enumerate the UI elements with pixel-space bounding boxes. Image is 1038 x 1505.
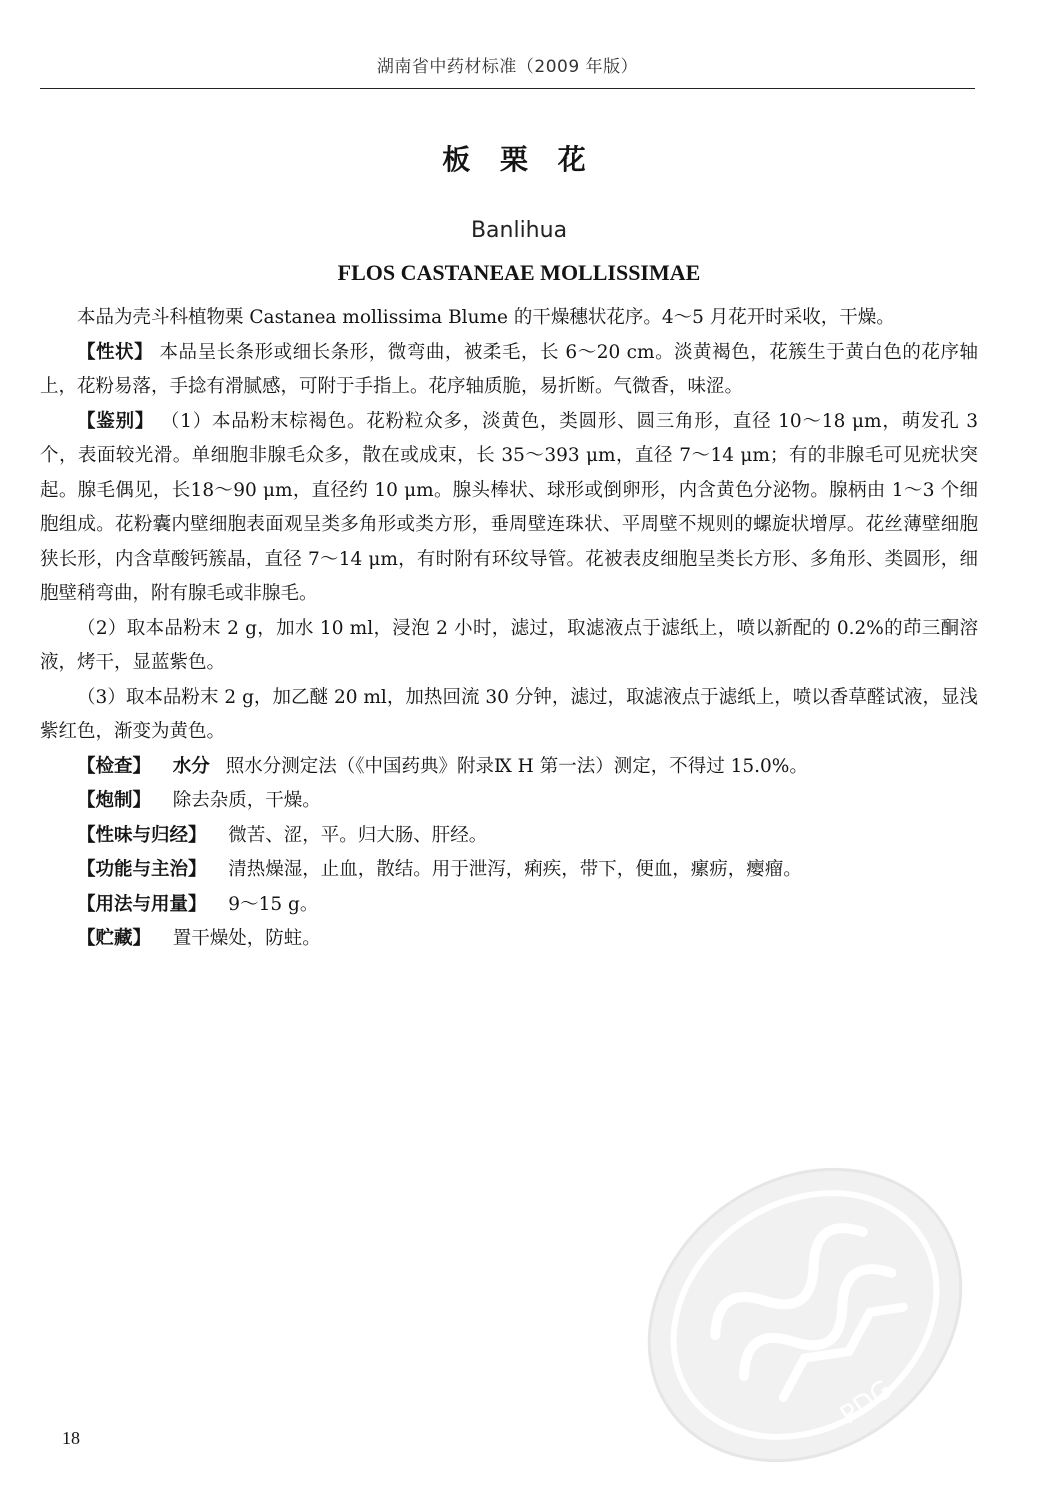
dosage-paragraph xyxy=(40,888,978,923)
storage-text: 置干燥处，防蛀。 xyxy=(172,928,321,949)
function-paragraph xyxy=(40,853,978,888)
dosage-text: 9～15 g。 xyxy=(228,893,319,915)
storage-heading: 【贮藏】 xyxy=(77,928,152,949)
inspection-subheading: 水分 xyxy=(172,755,210,777)
latin-name: FLOS CASTANEAE MOLLISSIMAE xyxy=(337,260,701,285)
inspection-paragraph xyxy=(40,750,978,785)
inspection-heading: 【检查】 xyxy=(77,755,152,777)
page-number: 18 xyxy=(62,1428,80,1448)
function-heading: 【功能与主治】 xyxy=(77,859,207,880)
intro-paragraph: 本品为壳斗科植物栗 Castanea mollissima Blume 的干燥穗状花序。4～5 月花开时采收，干燥。 xyxy=(77,307,895,328)
nature-heading: 【性味与归经】 xyxy=(77,824,207,846)
inspection-text: 照水分测定法（《中国药典》附录Ⅸ H 第一法）测定，不得过 15.0%。 xyxy=(225,755,808,777)
watermark-seal-icon xyxy=(620,1130,990,1500)
function-text: 清热燥湿，止血，散结。用于泄泻，痢疾，带下，便血，瘰疬，瘿瘤。 xyxy=(228,859,802,880)
processing-paragraph xyxy=(40,784,978,819)
identification-heading: 【鉴别】 xyxy=(77,410,155,432)
storage-paragraph xyxy=(40,922,978,957)
characters-text: 本品呈长条形或细长条形，微弯曲，被柔毛，长 6～20 cm。淡黄褐色，花簇生于黄白色的花序轴上，花粉易落，手捻有滑腻感，可附于手指上。花序轴质脆，易折断。气微香，味涩。 xyxy=(40,341,978,397)
nature-text: 微苦、涩，平。归大肠、肝经。 xyxy=(228,824,488,846)
identification-paragraph-2: （2）取本品粉末 2 g，加水 10 ml，浸泡 2 小时，滤过，取滤液点于滤纸上，喷以新配的 0.2%的茚三酮溶液，烤干，显蓝紫色。 xyxy=(40,617,978,673)
watermark-text: PDG xyxy=(834,1374,898,1431)
pinyin-name: Banlihua xyxy=(470,218,568,243)
identification-paragraph xyxy=(40,405,978,612)
page-title: 板 栗 花 xyxy=(442,143,596,176)
identification-text-1: （1）本品粉末棕褐色。花粉粒众多，淡黄色，类圆形、圆三角形，直径 10～18 μm，萌发孔 3 个，表面较光滑。单细胞非腺毛众多，散在或成束，长 35～393 μm，直径 7～14 μm；有的非腺毛可见疣状突起。腺毛偶见，长18～90 μm，直径约 10 μm。腺头棒状、球形或倒卵形，内含黄色分泌物。腺柄由 1～3 个细胞组成。花粉囊内壁细胞表面观呈类多角形或类方形，垂周壁连珠状、平周壁不规则的螺旋状增厚。花丝薄壁细胞狭长形，内含草酸钙簇晶，直径 7～14 μm，有时附有环纹导管。花被表皮细胞呈类长方形、多角形、类圆形，细胞壁稍弯曲，附有腺毛或非腺毛。 xyxy=(40,410,978,604)
nature-paragraph xyxy=(40,819,978,854)
processing-text: 除去杂质，干燥。 xyxy=(172,790,321,811)
monograph-body xyxy=(40,301,978,957)
dosage-heading: 【用法与用量】 xyxy=(77,893,207,915)
characters-paragraph xyxy=(40,336,978,405)
characters-heading: 【性状】 xyxy=(77,341,154,363)
header-rule xyxy=(40,88,975,89)
processing-heading: 【炮制】 xyxy=(77,790,152,811)
identification-paragraph-3: （3）取本品粉末 2 g，加乙醚 20 ml，加热回流 30 分钟，滤过，取滤液点于滤纸上，喷以香草醛试液，显浅紫红色，渐变为黄色。 xyxy=(40,686,978,742)
running-header: 湖南省中药材标准（2009 年版） xyxy=(376,57,639,77)
